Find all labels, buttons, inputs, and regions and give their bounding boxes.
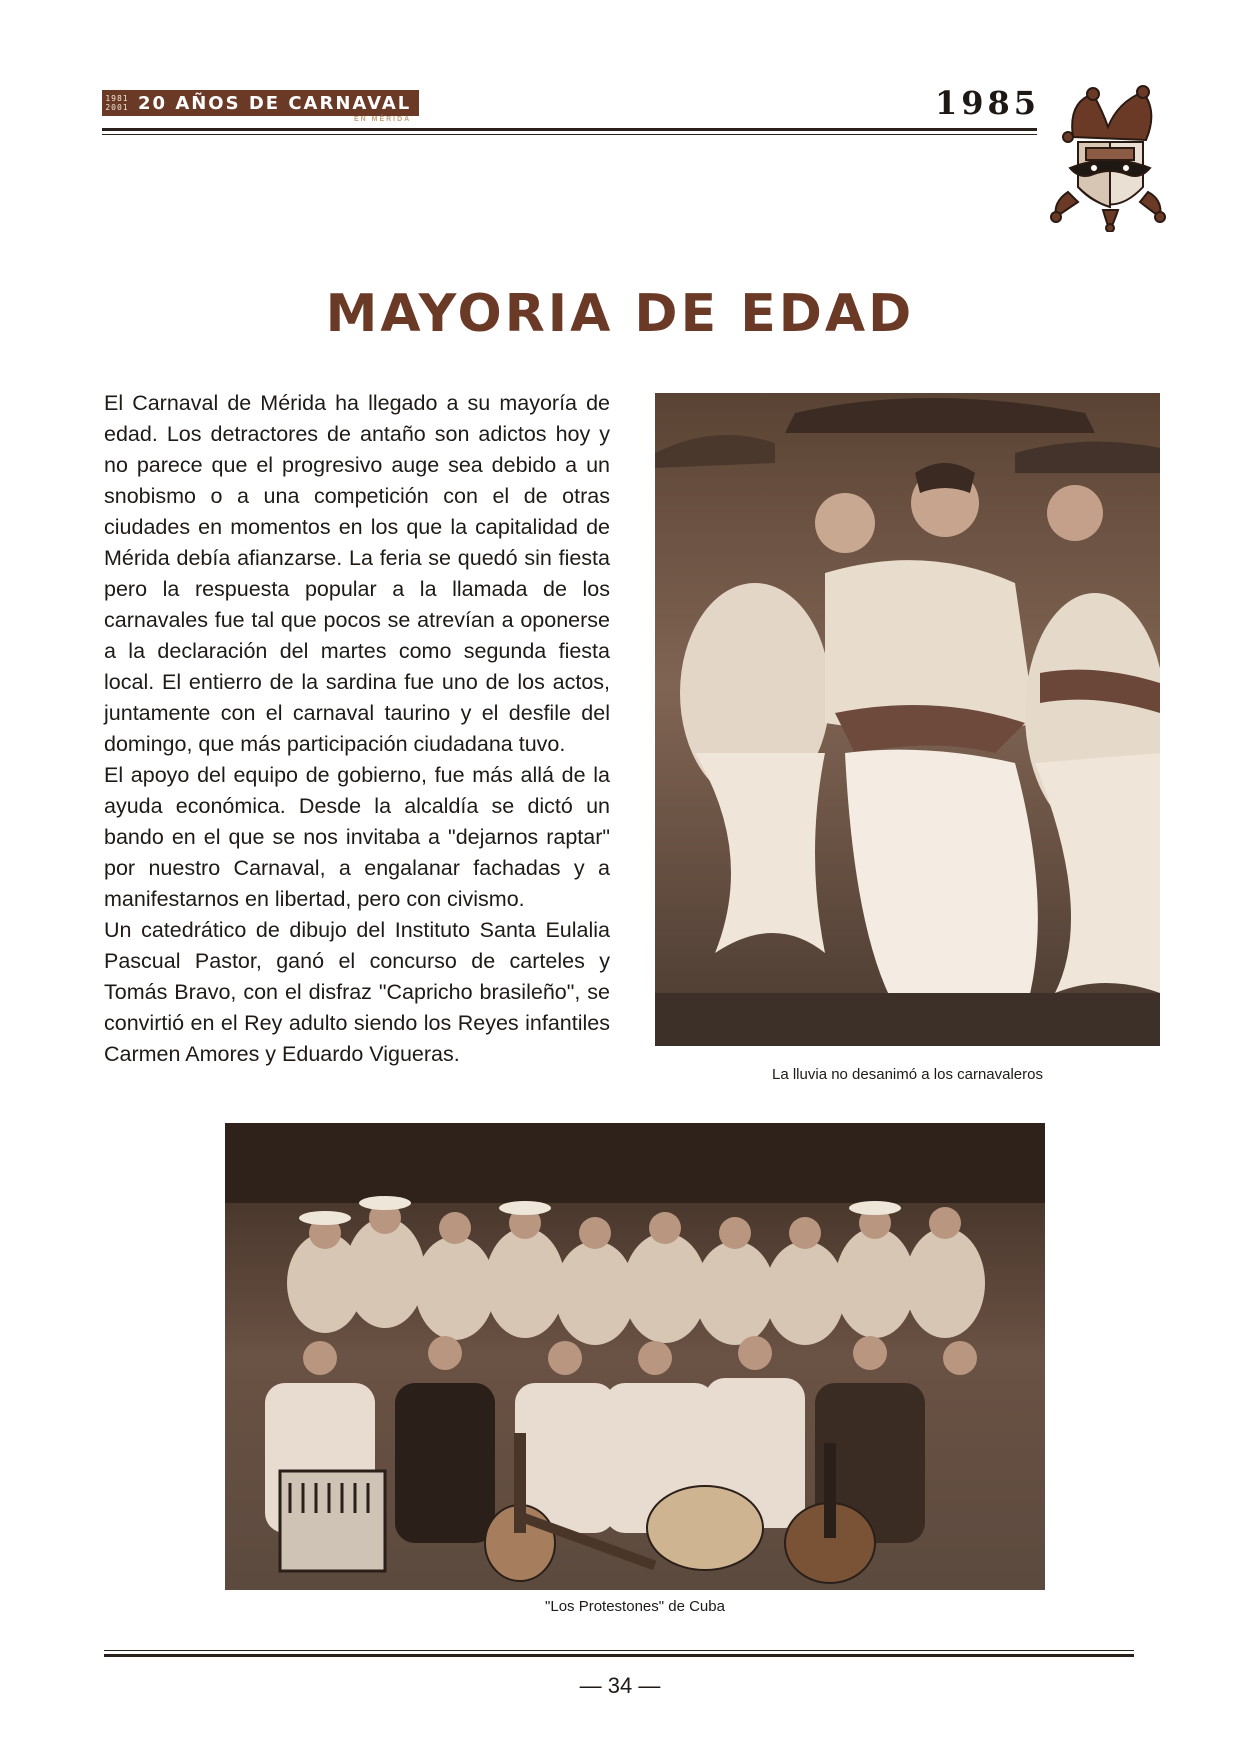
page-number: — 34 — xyxy=(579,1673,661,1698)
photo-group-portrait xyxy=(225,1123,1045,1590)
photo-group-image xyxy=(225,1123,1045,1590)
header-title-box xyxy=(132,90,419,123)
paragraph: El apoyo del equipo de gobierno, fue más allá de la ayuda económica. Desde la alcaldía se dictó un bando en el que se nos invitaba a "dejarnos raptar" por nuestro Carnaval, a engalanar fachadas y a manifestarnos en libertad, pero con civismo. xyxy=(104,763,610,911)
years-end: 2001 xyxy=(105,103,129,112)
header-badge xyxy=(102,90,419,123)
header-years xyxy=(102,90,132,116)
photo-dancers-image xyxy=(655,393,1160,1046)
footer-rule xyxy=(104,1650,1134,1657)
photo1-caption: La lluvia no desanimó a los carnavaleros xyxy=(772,1066,1043,1083)
header-title: 20 AÑOS DE CARNAVAL xyxy=(138,92,412,114)
article-title: MAYORIA DE EDAD xyxy=(325,284,915,344)
header-year: 1985 xyxy=(935,84,1041,122)
years-start: 1981 xyxy=(105,94,129,103)
article-body xyxy=(104,388,610,1070)
photo2-caption: "Los Protestones" de Cuba xyxy=(545,1598,725,1615)
photo-dancers-in-rain xyxy=(655,393,1160,1046)
jester-mascot-icon xyxy=(1048,82,1168,232)
paragraph: Un catedrático de dibujo del Instituto Santa Eulalia Pascual Pastor, ganó el concurso de carteles y Tomás Bravo, con el disfraz "Capricho brasileño", se convirtió en el Rey adulto siendo los Reyes infantiles Carmen Amores y Eduardo Vigueras. xyxy=(104,918,610,1066)
header-subtitle: EN MÉRIDA xyxy=(353,116,412,123)
header-rule xyxy=(102,128,1037,135)
paragraph: El Carnaval de Mérida ha llegado a su mayoría de edad. Los detractores de antaño son adictos hoy y no parece que el progresivo auge sea debido a un snobismo o a una competición con el de otras ciudades en momentos en los que la capitalidad de Mérida debía afianzarse. La feria se quedó sin fiesta pero la respuesta popular a la llamada de los carnavales fue tal que pocos se atrevían a oponerse a la declaración del martes como segunda fiesta local. El entierro de la sardina fue uno de los actos, juntamente con el carnaval taurino y el desfile del domingo, que más participación ciudadana tuvo. xyxy=(104,391,610,756)
